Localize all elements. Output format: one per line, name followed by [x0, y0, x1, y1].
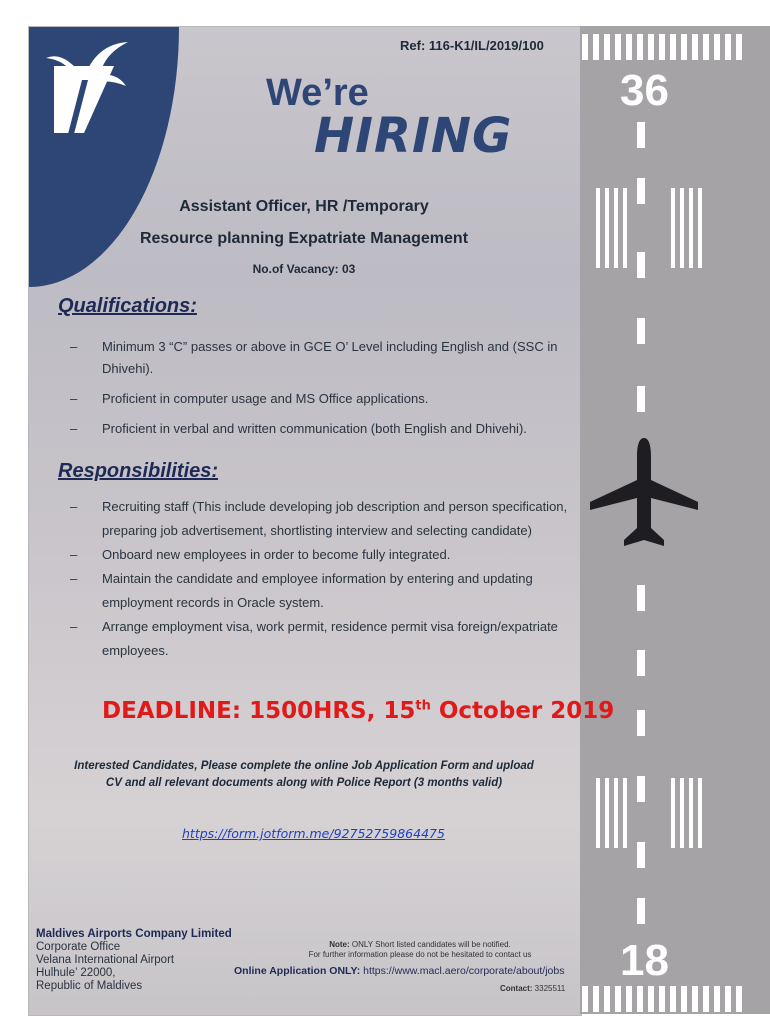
runway-centerline: [637, 122, 645, 148]
runway-number-bottom: 18: [620, 936, 669, 985]
note-text: Note: ONLY Short listed candidates will be notified. For further information please do not be hesitated to contact us: [308, 940, 532, 959]
list-item: – Maintain the candidate and employee information by entering and updating employment records in Oracle system.: [70, 567, 570, 615]
responsibilities-heading: Responsibilities:: [58, 460, 219, 482]
runway-centerline: [637, 386, 645, 412]
runway-centerline: [637, 585, 645, 611]
runway-threshold-top: [582, 34, 742, 60]
runway-centerline: [637, 898, 645, 924]
contact-number: Contact: 3325511: [500, 984, 566, 993]
runway-centerline: [637, 710, 645, 736]
were-heading: We’re: [266, 72, 369, 114]
application-instructions: Interested Candidates, Please complete the online Job Application Form and upload CV and all relevant documents along with Police Report (3 months valid): [74, 760, 534, 789]
reference-number: Ref: 116-K1/IL/2019/100: [400, 38, 544, 53]
runway-touchdown-right: [671, 778, 702, 848]
position-title-line1: Assistant Officer, HR /Temporary: [179, 198, 429, 215]
position-title-line2: Resource planning Expatriate Management: [139, 230, 469, 247]
list-item: – Arrange employment visa, work permit, residence permit visa foreign/expatriate employees.: [70, 615, 570, 663]
jotform-link[interactable]: https://form.jotform.me/92752759864475: [182, 826, 445, 841]
qualifications-heading: Qualifications:: [58, 295, 197, 317]
runway-number-top: 36: [620, 66, 669, 115]
responsibilities-list: [70, 495, 570, 663]
list-item: – Recruiting staff (This include developing job description and person specification, preparing job advertisement, shortlisting interview and selecting candidate): [70, 495, 570, 543]
runway-touchdown-left: [596, 778, 627, 848]
list-item: – Proficient in verbal and written communication (both English and Dhivehi).: [70, 418, 590, 440]
runway-threshold-bottom: [582, 986, 742, 1012]
runway-centerline: [637, 318, 645, 344]
list-item: – Proficient in computer usage and MS Office applications.: [70, 388, 590, 410]
runway-touchdown-right: [671, 188, 702, 268]
runway-centerline: [637, 842, 645, 868]
runway-centerline: [637, 252, 645, 278]
airplane-icon: [588, 436, 700, 554]
palm-logo-icon: [44, 38, 130, 138]
list-item: – Minimum 3 “C” passes or above in GCE O’ Level including English and (SSC in Dhivehi).: [70, 336, 590, 380]
vacancy-count: No.of Vacancy: 03: [252, 262, 356, 276]
deadline-text: DEADLINE: 1500HRS, 15th October 2019: [102, 698, 615, 724]
runway-centerline: [637, 178, 645, 204]
hiring-heading: HIRING: [314, 108, 513, 164]
online-application: Online Application ONLY: https://www.macl.aero/corporate/about/jobs: [234, 965, 565, 977]
company-info: Maldives Airports Company Limited Corporate Office Velana International Airport Hulhule’ 22000, Republic of Maldives: [36, 928, 232, 992]
runway-touchdown-left: [596, 188, 627, 268]
runway-centerline: [637, 776, 645, 802]
jobs-url[interactable]: https://www.macl.aero/corporate/about/jobs: [360, 965, 565, 977]
runway-centerline: [637, 650, 645, 676]
qualifications-list: [70, 336, 590, 440]
list-item: – Onboard new employees in order to become fully integrated.: [70, 543, 570, 567]
